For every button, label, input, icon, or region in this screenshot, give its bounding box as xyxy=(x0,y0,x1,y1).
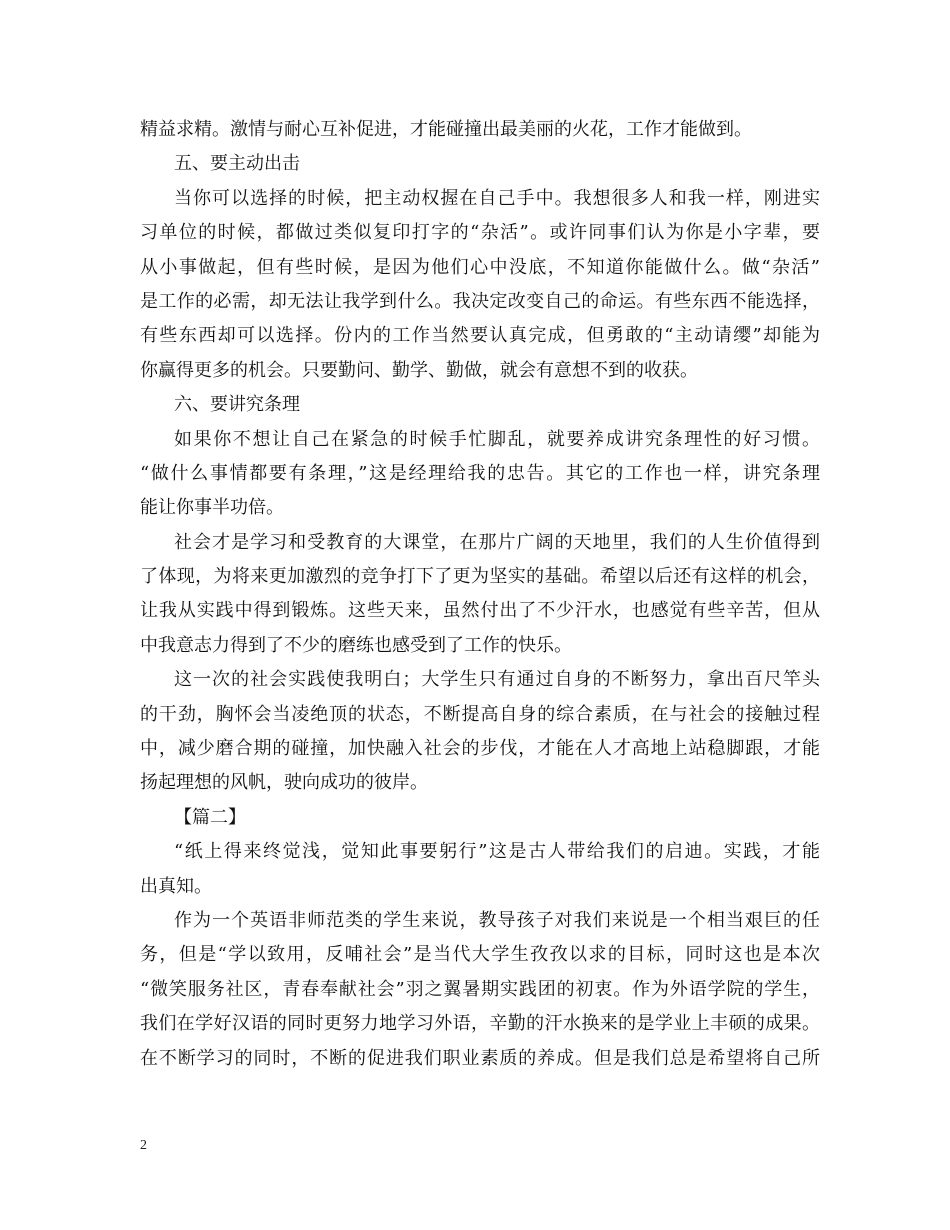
text-line: 你赢得更多的机会。只要勤问、勤学、勤做，就会有意想不到的收获。 xyxy=(140,359,698,381)
text-line: 有些东西却可以选择。份内的工作当然要认真完成，但勇敢的“主动请缨”却能为 xyxy=(140,325,820,347)
text-line: 中我意志力得到了不少的磨练也感受到了工作的快乐。 xyxy=(140,634,572,656)
page-number: 2 xyxy=(140,1138,147,1153)
text-line: 这一次的社会实践使我明白；大学生只有通过自身的不断努力，拿出百尺竿头 xyxy=(174,669,820,691)
text-line: “纸上得来终觉浅，觉知此事要躬行”这是古人带给我们的启迪。实践，才能 xyxy=(174,841,820,863)
text-line: 的干劲，胸怀会当凌绝顶的状态，不断提高自身的综合素质，在与社会的接触过程 xyxy=(140,703,820,725)
text-line: 我们在学好汉语的同时更努力地学习外语，辛勤的汗水换来的是学业上丰硕的成果。 xyxy=(140,1013,820,1035)
text-line: 精益求精。激情与耐心互补促进，才能碰撞出最美丽的火花，工作才能做到。 xyxy=(140,119,752,140)
text-line: 务，但是“学以致用，反哺社会”是当代大学生孜孜以求的目标，同时这也是本次 xyxy=(140,944,820,966)
text-line: 了体现，为将来更加激烈的竞争打下了更为坚实的基础。希望以后还有这样的机会， xyxy=(140,566,820,588)
text-line: 让我从实践中得到锻炼。这些天来，虽然付出了不少汗水，也感觉有些辛苦，但从 xyxy=(140,600,820,622)
document-body xyxy=(140,113,820,1076)
text-line: 作为一个英语非师范类的学生来说，教导孩子对我们来说是一个相当艰巨的任 xyxy=(174,909,820,931)
text-line: 从小事做起，但有些时候，是因为他们心中没底，不知道你能做什么。做“杂活” xyxy=(140,256,820,278)
section-heading-6: 六、要讲究条理 xyxy=(174,394,300,416)
text-line: 扬起理想的风帆，驶向成功的彼岸。 xyxy=(140,772,428,794)
part-heading: 【篇二】 xyxy=(174,806,246,828)
text-line: 能让你事半功倍。 xyxy=(140,497,284,519)
text-line: 是工作的必需，却无法让我学到什么。我决定改变自己的命运。有些东西不能选择， xyxy=(140,290,820,312)
text-line: “做什么事情都要有条理，”这是经理给我的忠告。其它的工作也一样，讲究条理 xyxy=(140,462,820,484)
text-line: 出真知。 xyxy=(140,875,212,897)
text-line: 中，减少磨合期的碰撞，加快融入社会的步伐，才能在人才高地上站稳脚跟，才能 xyxy=(140,738,820,760)
text-line: 社会才是学习和受教育的大课堂，在那片广阔的天地里，我们的人生价值得到 xyxy=(174,531,820,553)
text-line: 当你可以选择的时候，把主动权握在自己手中。我想很多人和我一样，刚进实 xyxy=(174,187,820,209)
text-line: 在不断学习的同时，不断的促进我们职业素质的养成。但是我们总是希望将自己所 xyxy=(140,1047,820,1069)
text-line: 如果你不想让自己在紧急的时候手忙脚乱，就要养成讲究条理性的好习惯。 xyxy=(174,428,820,450)
section-heading-5: 五、要主动出击 xyxy=(174,153,300,175)
text-line: “微笑服务社区，青春奉献社会”羽之翼暑期实践团的初衷。作为外语学院的学生， xyxy=(140,978,820,1000)
text-line: 习单位的时候，都做过类似复印打字的“杂活”。或许同事们认为你是小字辈，要 xyxy=(140,222,820,244)
